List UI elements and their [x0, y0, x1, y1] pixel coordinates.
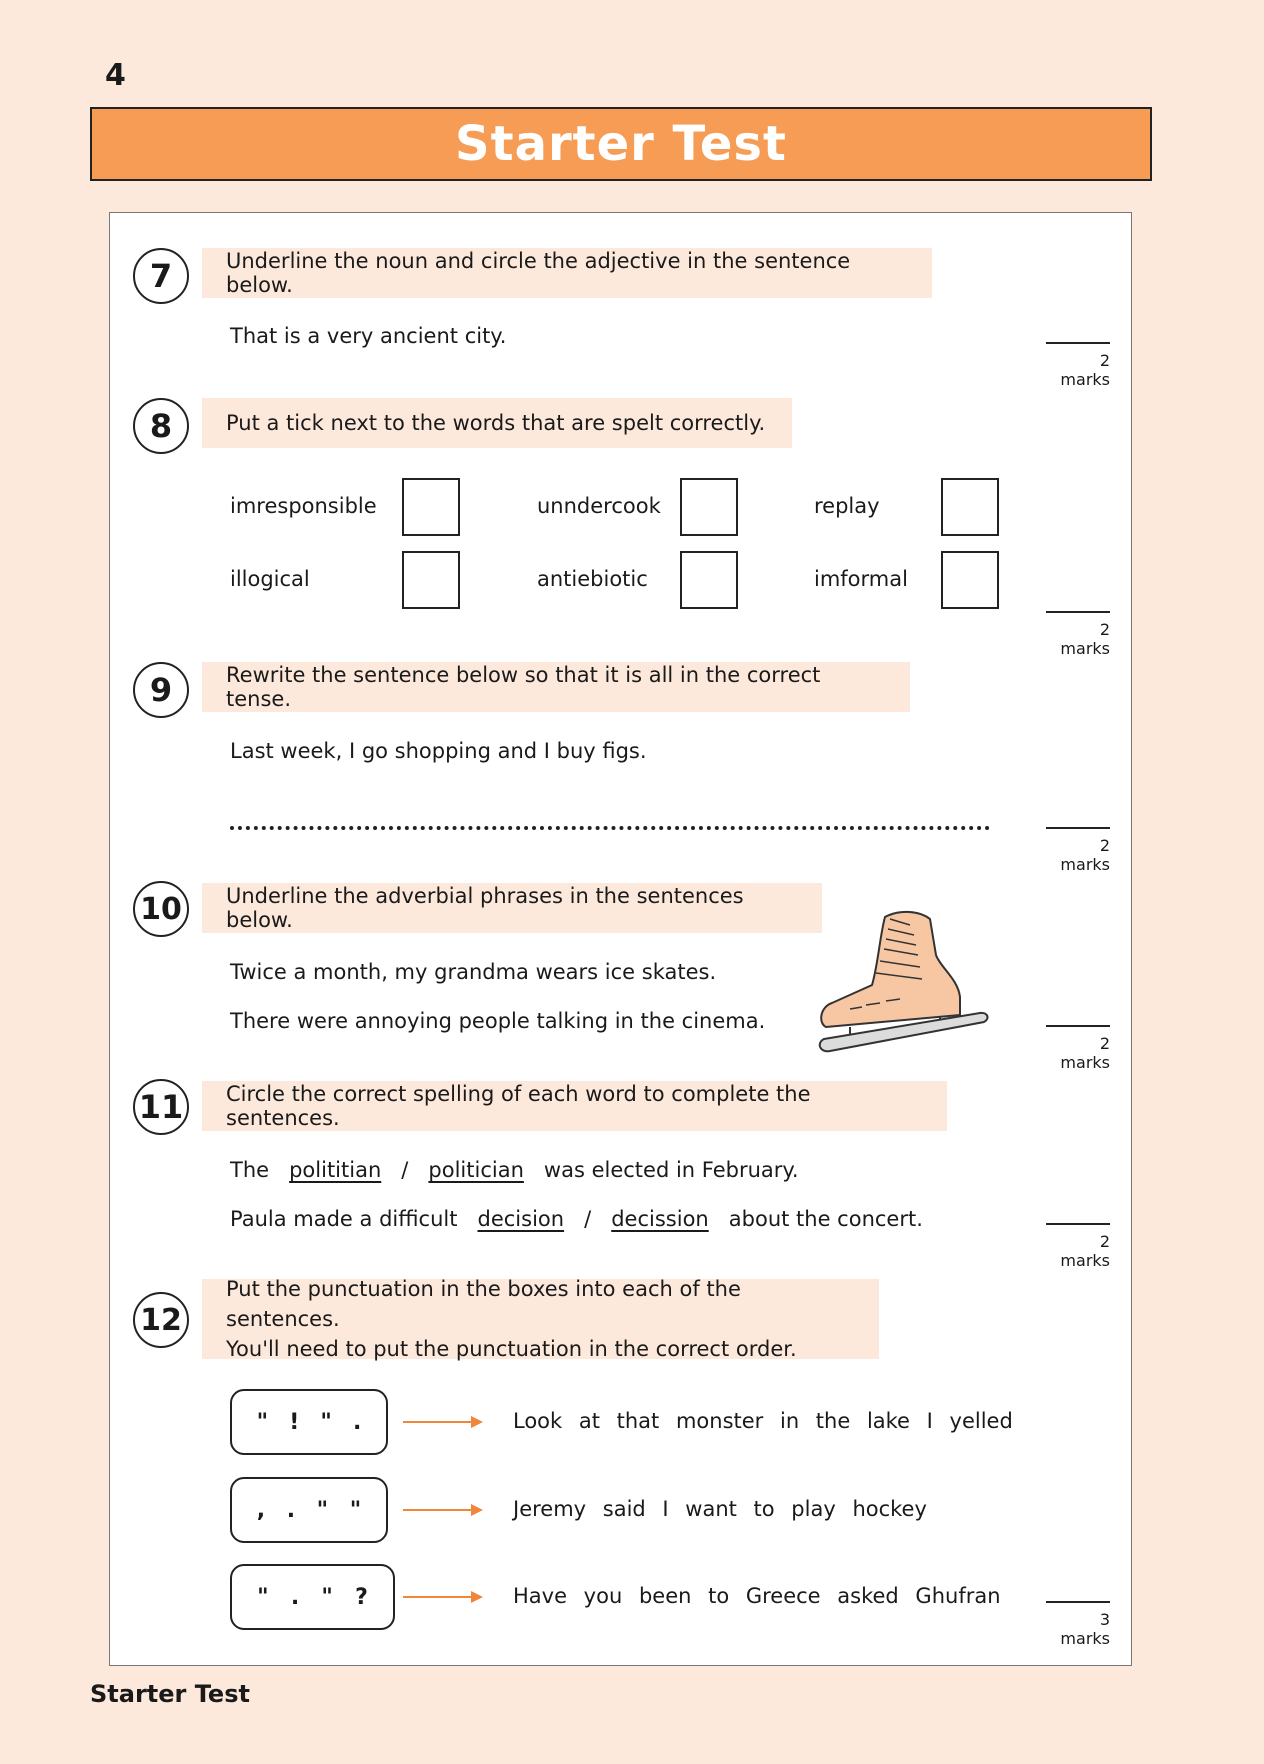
question-10-sentence-2: There were annoying people talking in the cinema. — [230, 1009, 766, 1033]
question-7-instruction: Underline the noun and circle the adjective in the sentence below. — [202, 248, 932, 298]
marks-line — [1046, 611, 1110, 613]
question-number-12: 12 — [133, 1292, 189, 1348]
question-11-sentence-2 — [230, 1207, 923, 1231]
question-10-marks: 2 marks — [1060, 1034, 1110, 1072]
punctuation-box — [230, 1477, 388, 1543]
question-number-7: 7 — [133, 248, 189, 304]
spelling-option[interactable]: decission — [611, 1207, 709, 1231]
punctuation-mark: " — [321, 1584, 333, 1610]
footer-label: Starter Test — [90, 1680, 250, 1708]
sentence-text: about the concert. — [728, 1207, 923, 1231]
punctuation-mark: " — [320, 1409, 332, 1435]
marks-line — [1046, 1025, 1110, 1027]
punctuation-mark: " — [257, 1584, 269, 1610]
punctuation-mark: , — [256, 1497, 266, 1523]
question-number-11: 11 — [133, 1079, 189, 1135]
punctuation-box — [230, 1564, 395, 1630]
marks-line — [1046, 1601, 1110, 1603]
tick-box[interactable] — [941, 551, 999, 609]
punctuation-mark: " — [256, 1409, 269, 1435]
question-11-instruction: Circle the correct spelling of each word to complete the sentences. — [202, 1081, 947, 1131]
word-option: antiebiotic — [537, 567, 648, 591]
punctuation-mark: " — [349, 1497, 362, 1523]
marks-line — [1046, 1223, 1110, 1225]
question-10-instruction: Underline the adverbial phrases in the sentences below. — [202, 883, 822, 933]
page-number: 4 — [105, 58, 126, 93]
sentence-text: was elected in February. — [543, 1158, 799, 1182]
question-number-8: 8 — [133, 398, 189, 454]
question-8-marks: 2 marks — [1060, 620, 1110, 658]
question-9-marks: 2 marks — [1060, 836, 1110, 874]
punctuation-mark: ! — [289, 1409, 300, 1435]
arrow-icon — [403, 1509, 481, 1511]
spelling-option[interactable]: politician — [428, 1158, 524, 1182]
question-number-9: 9 — [133, 662, 189, 718]
punctuation-sentence: Have you been to Greece asked Ghufran — [513, 1584, 1001, 1608]
punctuation-sentence: Look at that monster in the lake I yelled — [513, 1409, 1013, 1433]
tick-box[interactable] — [680, 478, 738, 536]
question-7-sentence: That is a very ancient city. — [230, 324, 507, 348]
question-number-10: 10 — [133, 881, 189, 937]
punctuation-mark: . — [286, 1497, 296, 1523]
ice-skate-illustration — [810, 905, 990, 1065]
spelling-option[interactable]: decision — [477, 1207, 565, 1231]
sentence-text: Paula made a difficult — [230, 1207, 458, 1231]
punctuation-mark: " — [316, 1497, 329, 1523]
answer-line[interactable] — [230, 826, 990, 830]
punctuation-mark: . — [353, 1409, 362, 1435]
option-separator: / — [401, 1158, 409, 1182]
tick-box[interactable] — [680, 551, 738, 609]
instruction-line: You'll need to put the punctuation in the correct order. — [226, 1337, 797, 1361]
punctuation-sentence: Jeremy said I want to play hockey — [513, 1497, 927, 1521]
punctuation-box — [230, 1389, 388, 1455]
question-9-sentence: Last week, I go shopping and I buy figs. — [230, 739, 647, 763]
arrow-icon — [403, 1421, 481, 1423]
word-option: unndercook — [537, 494, 661, 518]
banner-title: Starter Test — [455, 116, 787, 172]
question-12-marks: 3 marks — [1060, 1610, 1110, 1648]
question-8-instruction: Put a tick next to the words that are spelt correctly. — [202, 398, 792, 448]
question-12-instruction — [202, 1279, 879, 1359]
word-option: replay — [814, 494, 880, 518]
arrow-icon — [403, 1596, 481, 1598]
instruction-line: Put the punctuation in the boxes into each of the sentences. — [226, 1277, 741, 1331]
punctuation-mark: . — [290, 1584, 300, 1610]
word-option: illogical — [230, 567, 310, 591]
question-7-marks: 2 marks — [1060, 351, 1110, 389]
marks-line — [1046, 342, 1110, 344]
title-banner — [90, 107, 1152, 181]
punctuation-mark: ? — [355, 1584, 368, 1610]
question-11-marks: 2 marks — [1060, 1232, 1110, 1270]
marks-line — [1046, 827, 1110, 829]
option-separator: / — [584, 1207, 592, 1231]
question-10-sentence-1: Twice a month, my grandma wears ice skates. — [230, 960, 717, 984]
word-option: imresponsible — [230, 494, 377, 518]
tick-box[interactable] — [402, 551, 460, 609]
sentence-text: The — [230, 1158, 270, 1182]
question-11-sentence-1 — [230, 1158, 799, 1182]
tick-box[interactable] — [402, 478, 460, 536]
tick-box[interactable] — [941, 478, 999, 536]
word-option: imformal — [814, 567, 908, 591]
spelling-option[interactable]: polititian — [289, 1158, 382, 1182]
question-9-instruction: Rewrite the sentence below so that it is all in the correct tense. — [202, 662, 910, 712]
